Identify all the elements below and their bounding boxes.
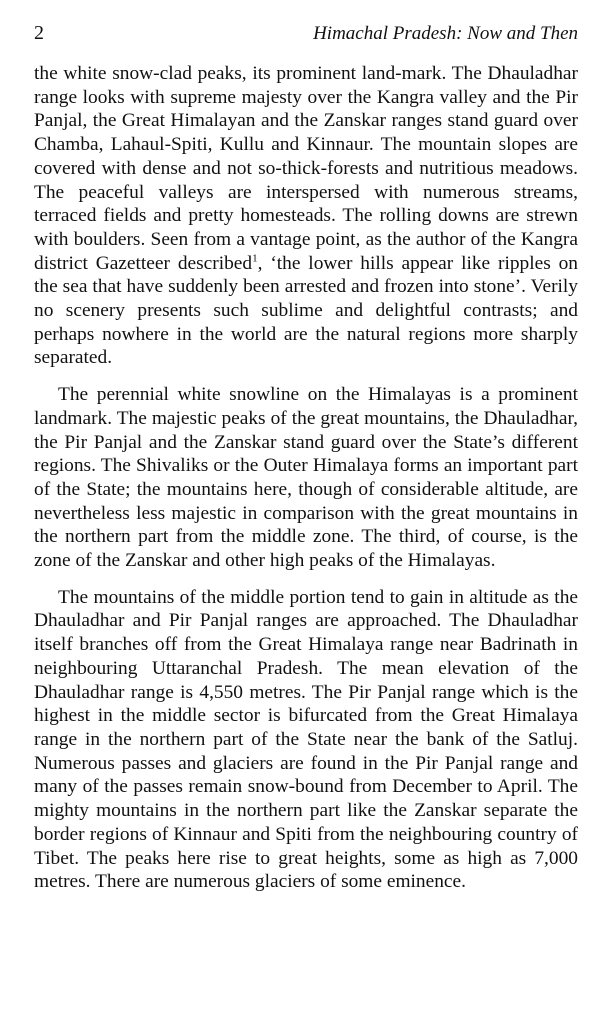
paragraph-2: The perennial white snowline on the Himalayas is a prominent landmark. The majestic peaks of the great mountains, the Dhauladhar, the Pir Panjal and the Zanskar stand guard over the State’s different regions. The Shivaliks or the Outer Himalaya forms an important part of the State; the mountains here, though of considerable altitude, are nevertheless less majestic in comparison with the great mountains in the northern part from the middle zone. The third, of course, is the zone of the Zanskar and other high peaks of the Himalayas. bbox=[34, 384, 578, 572]
book-page bbox=[34, 22, 578, 894]
footnote-mark: 1 bbox=[252, 252, 258, 265]
paragraph-1 bbox=[34, 62, 578, 370]
paragraph-1-text-a: the white snow-clad peaks, its prominent land-mark. The Dhauladhar range looks with supreme majesty over the Kangra valley and the Pir Panjal, the Great Himalayan and the Zanskar ranges stand guard over Chamba, Lahaul-Spiti, Kullu and Kinnaur. The mountain slopes are covered with dense and not so-thick-forests and nutritious meadows. The peaceful valleys are interspersed with numerous streams, terraced fields and pretty homesteads. The rolling downs are strewn with boulders. Seen from a vantage point, as the author of the Kangra district Gazetteer described bbox=[34, 63, 578, 274]
page-number: 2 bbox=[34, 22, 44, 44]
running-title: Himachal Pradesh: Now and Then bbox=[313, 23, 578, 44]
page-header bbox=[34, 22, 578, 62]
paragraph-3: The mountains of the middle portion tend to gain in altitude as the Dhauladhar and Pir Panjal ranges are approached. The Dhauladhar itself branches off from the Great Himalaya range near Badrinath in neighbouring Uttaranchal Pradesh. The mean elevation of the Dhauladhar range is 4,550 metres. The Pir Panjal range which is the highest in the middle sector is bifurcated from the Great Himalaya range in the northern part of the State near the bank of the Satluj. Numerous passes and glaciers are found in the Pir Panjal range and many of the passes remain snow-bound from December to April. The mighty mountains in the northern part like the Zanskar separate the border regions of Kinnaur and Spiti from the neighbouring country of Tibet. The peaks here rise to great heights, some as high as 7,000 metres. There are numerous glaciers of some eminence. bbox=[34, 586, 578, 893]
paragraph-1-text-b: , ‘the lower hills appear like ripples on the sea that have suddenly been arrested and frozen into stone’. Verily no scenery presents such sublime and delightful contrasts; and perhaps nowhere in the world are the natural regions more sharply separated. bbox=[34, 252, 579, 369]
